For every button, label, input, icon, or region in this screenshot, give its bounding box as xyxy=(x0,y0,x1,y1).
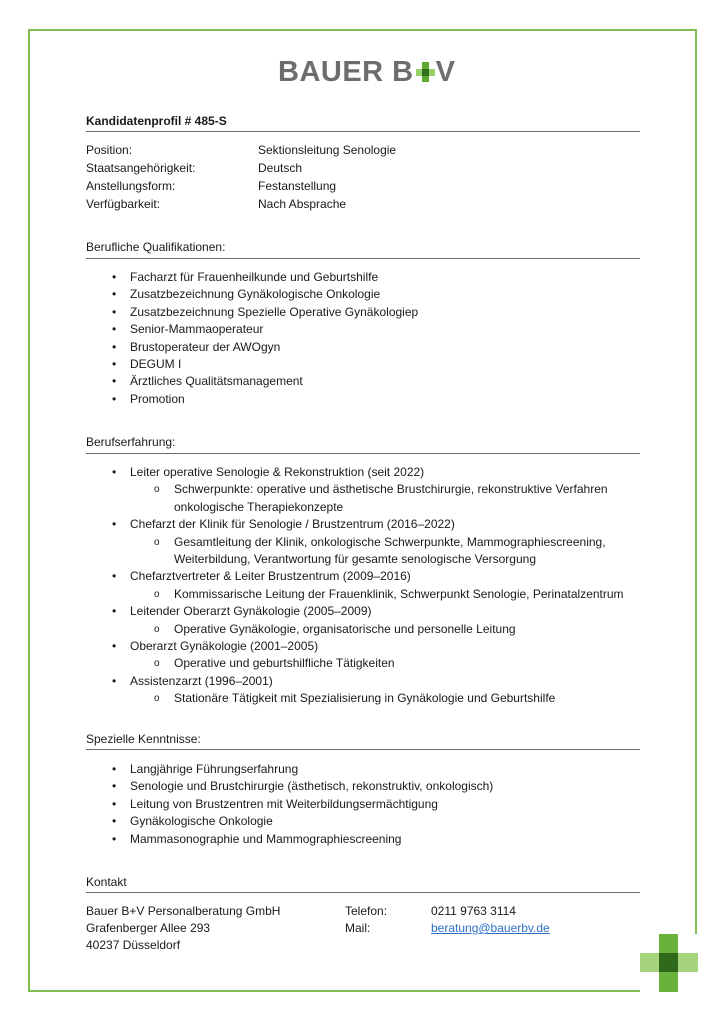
logo-text-left: BAUER B xyxy=(278,55,414,88)
frame-border-top xyxy=(28,29,697,31)
bullet-icon: • xyxy=(112,304,117,319)
sub-bullet-icon: o xyxy=(154,536,160,548)
qualifications-heading: Berufliche Qualifikationen: xyxy=(86,240,226,254)
contact-city: 40237 Düsseldorf xyxy=(86,938,181,952)
field-value-availability: Nach Absprache xyxy=(258,197,347,211)
bullet-icon: • xyxy=(112,762,117,776)
contact-mail-label: Mail: xyxy=(345,921,371,935)
bullet-icon: • xyxy=(112,357,117,372)
experience-item-title: • Leitender Oberarzt Gynäkologie (2005–2009) xyxy=(86,603,624,620)
list-item: • Promotion xyxy=(86,391,418,408)
logo-text-right: V xyxy=(435,55,456,88)
frame-border-right xyxy=(695,29,697,934)
experience-item-detail: o Operative Gynäkologie, organisatorische und personelle Leitung xyxy=(86,621,624,638)
list-item: • Mammasonographie und Mammographiescreening xyxy=(86,831,493,848)
bullet-icon: • xyxy=(112,639,117,654)
field-value-position: Sektionsleitung Senologie xyxy=(258,143,397,157)
logo-plus-icon xyxy=(415,60,435,84)
bullet-icon: • xyxy=(112,814,117,829)
sub-bullet-icon: o xyxy=(154,484,160,496)
qualifications-list xyxy=(86,269,418,408)
experience-item-title: • Chefarztvertreter & Leiter Brustzentrum (2009–2016) xyxy=(86,568,624,585)
bullet-icon: • xyxy=(112,322,117,337)
divider xyxy=(86,749,640,750)
sub-bullet-icon: o xyxy=(154,693,160,705)
list-item: • Senologie und Brustchirurgie (ästhetisch, rekonstruktiv, onkologisch) xyxy=(86,778,493,795)
list-item: • Leitung von Brustzentren mit Weiterbildungsermächtigung xyxy=(86,796,493,813)
bullet-icon: • xyxy=(112,604,117,619)
field-label-employment: Anstellungsform: xyxy=(86,179,176,193)
experience-item-detail: o Schwerpunkte: operative und ästhetische Brustchirurgie, rekonstruktive Verfahren xyxy=(86,481,624,498)
bullet-icon: • xyxy=(112,270,117,284)
contact-phone-label: Telefon: xyxy=(345,904,388,918)
experience-heading: Berufserfahrung: xyxy=(86,435,176,449)
frame-border-left xyxy=(28,29,30,992)
experience-item-detail: o Stationäre Tätigkeit mit Spezialisierung in Gynäkologie und Geburtshilfe xyxy=(86,690,624,707)
bullet-icon: • xyxy=(112,517,117,532)
divider xyxy=(86,453,640,454)
bullet-icon: • xyxy=(112,287,117,302)
list-item: • DEGUM I xyxy=(86,356,418,373)
sub-bullet-icon: o xyxy=(154,588,160,600)
field-value-employment: Festanstellung xyxy=(258,179,337,193)
field-label-nationality: Staatsangehörigkeit: xyxy=(86,161,196,175)
contact-phone: 0211 9763 3114 xyxy=(431,904,516,918)
experience-item-detail: o Gesamtleitung der Klinik, onkologische Schwerpunkte, Mammographiescreening, xyxy=(86,534,624,551)
contact-company: Bauer B+V Personalberatung GmbH xyxy=(86,904,281,918)
experience-item-title: • Leiter operative Senologie & Rekonstruktion (seit 2022) xyxy=(86,464,624,481)
bullet-icon: • xyxy=(112,673,117,688)
list-item: • Brustoperateur der AWOgyn xyxy=(86,339,418,356)
divider xyxy=(86,892,640,893)
field-label-availability: Verfügbarkeit: xyxy=(86,197,161,211)
frame-border-bottom xyxy=(28,990,640,992)
bullet-icon: • xyxy=(112,339,117,354)
skills-list xyxy=(86,761,493,848)
bullet-icon: • xyxy=(112,796,117,811)
experience-item-detail: o Operative und geburtshilfliche Tätigkeiten xyxy=(86,655,624,672)
list-item: • Senior-Mammaoperateur xyxy=(86,321,418,338)
profile-title: Kandidatenprofil # 485-S xyxy=(86,114,227,128)
sub-bullet-icon: o xyxy=(154,623,160,635)
sub-bullet-icon: o xyxy=(154,658,160,670)
experience-list xyxy=(86,464,624,708)
field-label-position: Position: xyxy=(86,143,133,157)
list-item: • Gynäkologische Onkologie xyxy=(86,813,493,830)
list-item: • Ärztliches Qualitätsmanagement xyxy=(86,373,418,390)
list-item: • Zusatzbezeichnung Gynäkologische Onkologie xyxy=(86,286,418,303)
plus-cross-icon xyxy=(640,934,698,992)
experience-item-detail-cont: onkologische Therapiekonzepte xyxy=(174,499,344,514)
list-item: • Langjährige Führungserfahrung xyxy=(86,761,493,778)
contact-mail-link[interactable]: beratung@bauerbv.de xyxy=(431,921,550,935)
field-value-nationality: Deutsch xyxy=(258,161,303,175)
bullet-icon: • xyxy=(112,779,117,794)
bullet-icon: • xyxy=(112,391,117,406)
contact-street: Grafenberger Allee 293 xyxy=(86,921,211,935)
experience-item-detail: o Kommissarische Leitung der Frauenklinik, Schwerpunkt Senologie, Perinatalzentrum xyxy=(86,586,624,603)
bullet-icon: • xyxy=(112,374,117,389)
bullet-icon: • xyxy=(112,569,117,584)
experience-item-detail-cont: Weiterbildung, Verantwortung für gesamte senologische Versorgung xyxy=(174,552,536,567)
experience-item-title: • Oberarzt Gynäkologie (2001–2005) xyxy=(86,638,624,655)
skills-heading: Spezielle Kenntnisse: xyxy=(86,732,201,746)
experience-item-title: • Chefarzt der Klinik für Senologie / Brustzentrum (2016–2022) xyxy=(86,516,624,533)
divider xyxy=(86,258,640,259)
list-item: • Facharzt für Frauenheilkunde und Geburtshilfe xyxy=(86,269,418,286)
bullet-icon: • xyxy=(112,831,117,846)
contact-heading: Kontakt xyxy=(86,875,127,889)
bullet-icon: • xyxy=(112,465,117,479)
brand-logo xyxy=(278,56,455,88)
divider xyxy=(86,131,640,132)
experience-item-title: • Assistenzarzt (1996–2001) xyxy=(86,673,624,690)
list-item: • Zusatzbezeichnung Spezielle Operative Gynäkologiep xyxy=(86,304,418,321)
